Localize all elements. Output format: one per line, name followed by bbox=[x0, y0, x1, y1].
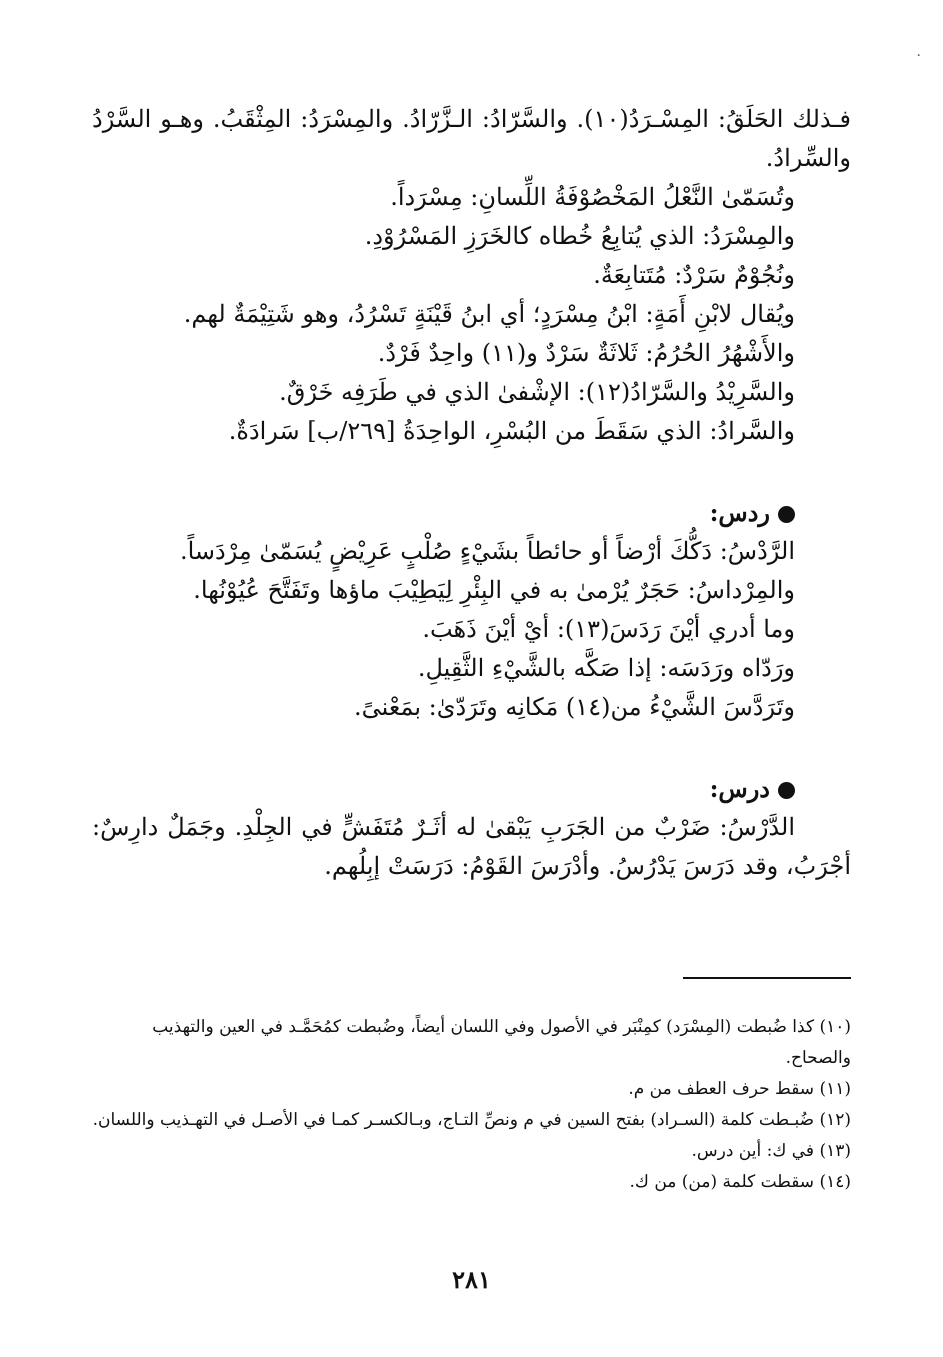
text-line: ونُجُوْمٌ سَرْدٌ: مُتَتابِعَةٌ. bbox=[593, 261, 795, 289]
footnote: (١١) سقط حرف العطف من م. bbox=[628, 1079, 851, 1099]
bullet-icon bbox=[778, 506, 795, 523]
page-number: ٢٨١ bbox=[452, 1265, 491, 1294]
text-line: فـذلك الحَلَقُ: المِسْـرَدُ(١٠). والسَّرّادُ: الـزَّرّادُ. والمِسْرَدُ: المِثْقَبُ. وهـو السَّرْدُ bbox=[92, 105, 851, 133]
footnotes bbox=[88, 1012, 851, 1198]
section-heading-rads: ردس: bbox=[92, 493, 851, 532]
text-line: والسَّرادُ: الذي سَقَطَ من البُسْرِ، الواحِدَةُ [٢٦٩/ب] سَرادَةٌ. bbox=[228, 417, 795, 445]
text-line: وتُسَمّىٰ النَّعْلُ المَخْصُوْفَةُ اللِّسانِ: مِسْرَداً. bbox=[390, 183, 795, 211]
section-heading-dars: درس: bbox=[92, 769, 851, 808]
footnote: (١٢) ضُبـطت كلمة (السـراد) بفتح السين في م ونصِّ التـاج، وبـالكسـر كمـا في الأصـل في التهـذيب واللسان. bbox=[92, 1110, 851, 1130]
text-line: وما أدري أيْنَ رَدَسَ(١٣): أيْ أيْنَ ذَهَبَ. bbox=[422, 615, 795, 643]
text-line: والأَشْهُرُ الحُرُمُ: ثَلاثَةٌ سَرْدٌ و(١١) واحِدٌ فَرْدٌ. bbox=[377, 339, 795, 367]
main-text bbox=[92, 100, 851, 886]
footnote: (١٠) كذا ضُبطت (المِسْرَد) كمِنْبَر في الأصول وفي اللسان أيضاً، وضُبطت كمُحَمَّـد في العين والتهذيب والصحاح. bbox=[152, 1017, 851, 1068]
text-line: ويُقال لابْنِ أَمَةٍ: ابْنُ مِسْرَدٍ؛ أي ابنُ قَيْنَةٍ تَسْرُدُ، وهو شَتِيْمَةٌ لهم. bbox=[183, 300, 795, 328]
footnote: (١٤) سقطت كلمة (من) من ك. bbox=[629, 1172, 851, 1192]
corner-mark: · bbox=[916, 48, 921, 64]
text-line: الدَّرْسُ: ضَرْبٌ من الجَرَبِ يَبْقىٰ له أثَـرٌ مُتَفَشٍّ في الجِلْدِ. وجَمَلٌ دارِسٌ: bbox=[92, 813, 795, 841]
text-line: والسِّرادُ. bbox=[765, 144, 851, 172]
text-line: والمِسْرَدُ: الذي يُتابِعُ خُطاه كالخَرَزِ المَسْرُوْدِ. bbox=[364, 222, 795, 250]
footnote-separator bbox=[683, 977, 851, 979]
text-line: وتَرَدَّسَ الشَّيْءُ من(١٤) مَكانِه وتَرَدّىٰ: بمَعْنىً. bbox=[354, 693, 795, 721]
text-line: أجْرَبُ، وقد دَرَسَ يَدْرُسُ. وأدْرَسَ القَوْمُ: دَرَسَتْ إبِلُهم. bbox=[324, 852, 851, 880]
text-line: ورَدّاه ورَدَسَه: إذا صَكَّه بالشَّيْءِ الثَّقِيلِ. bbox=[417, 654, 795, 682]
bullet-icon bbox=[778, 782, 795, 799]
text-line: الرَّدْسُ: دَكُّكَ أرْضاً أو حائطاً بشَيْءٍ صُلْبٍ عَرِيْضٍ يُسَمّىٰ مِرْدَساً. bbox=[179, 537, 795, 565]
text-line: والسَّرِيْدُ والسَّرّادُ(١٢): الإشْفىٰ الذي في طَرَفِه خَرْقٌ. bbox=[279, 378, 795, 406]
text-line: والمِرْداسُ: حَجَرٌ يُرْمىٰ به في البِئْرِ لِيَطِيْبَ ماؤها وتَفَتَّحَ عُيُوْنُها. bbox=[193, 576, 795, 604]
footnote: (١٣) في ك: أين درس. bbox=[691, 1141, 851, 1161]
